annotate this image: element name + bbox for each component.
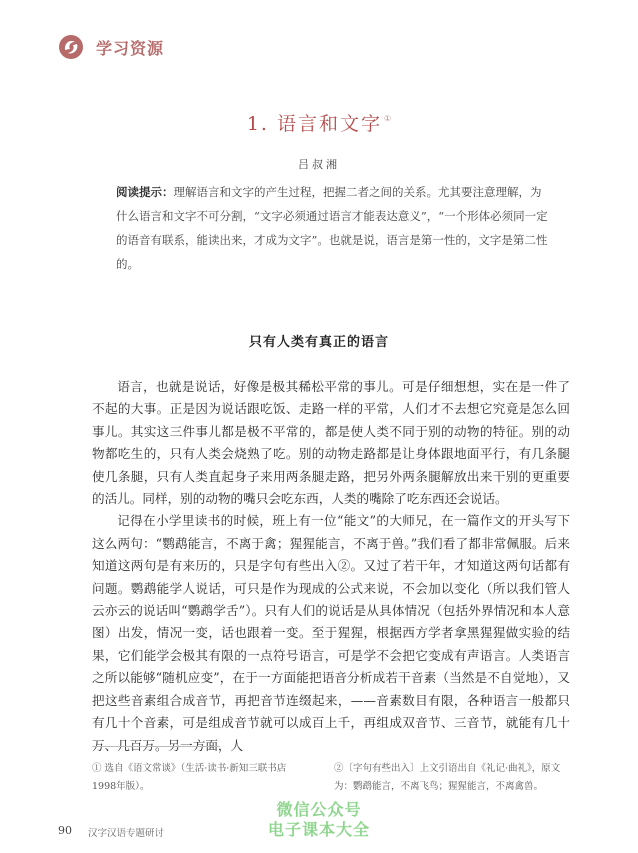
title-footnote-marker: ① xyxy=(384,114,392,123)
footnote-1: ① 选自《语文常谈》（生活·读书·新知三联书店1998年版）。 xyxy=(92,763,287,792)
article-body xyxy=(92,376,570,757)
watermark-line-2: 电子课本大全 xyxy=(268,820,371,839)
page-header xyxy=(58,34,164,60)
section-heading: 只有人类有真正的语言 xyxy=(248,335,389,350)
watermark xyxy=(268,800,370,840)
article-author: 吕叔湘 xyxy=(298,158,340,171)
paragraph: 语言，也就是说话，好像是极其稀松平常的事儿。可是仔细想想，实在是一件了不起的大事。正是因为说话跟吃饭、走路一样的平常，人们才不去想它究竟是怎么回事儿。其实这三件事儿都是极不平常的，都是使人类不同于别的动物的特征。别的动物都吃生的，只有人类会烧熟了吃。别的动物走路都是让身体跟地面平行，有几条腿使几条腿，只有人类直起身子来用两条腿走路，把另外两条腿解放出来干别的更重要的活儿。同样，别的动物的嘴只会吃东西，人类的嘴除了吃东西还会说话。 xyxy=(92,379,570,507)
section-logo-icon xyxy=(58,34,84,60)
page-number: 90 xyxy=(58,824,72,837)
footnote-divider xyxy=(92,746,220,747)
reading-hint-label: 阅读提示： xyxy=(116,185,174,199)
article-title xyxy=(0,109,638,136)
book-title: 汉字汉语专题研讨 xyxy=(88,828,165,839)
reading-hint xyxy=(116,180,550,276)
section-label: 学习资源 xyxy=(96,38,165,58)
reading-hint-text: 理解语言和文字的产生过程，把握二者之间的关系。尤其要注意理解，为什么语言和文字不可分割，“文字必须通过语言才能表达意义”，“一个形体必须同一定的语音有联系，能读出来，才成为文字”。也就是说，语言是第一性的，文字是第二性的。 xyxy=(116,185,548,271)
footnote-2: ②〔字句有些出入〕上文引语出自《礼记·曲礼》，原文为：鹦鹉能言，不离飞鸟；猩猩能言，不离禽兽。 xyxy=(334,763,561,792)
article-title-text: 1. 语言和文字 xyxy=(246,113,382,135)
watermark-line-1: 微信公众号 xyxy=(276,800,362,819)
paragraph: 记得在小学里读书的时候，班上有一位“能文”的大师兄，在一篇作文的开头写下这么两句：“鹦鹉能言，不离于禽；猩猩能言，不离于兽。”我们看了都非常佩服。后来知道这两句是有来历的，只是字句有些出入②。又过了若干年，才知道这两句话都有问题。鹦鹉能学人说话，可只是作为现成的公式来说，不会加以变化（所以我们管人云亦云的说话叫“鹦鹉学舌”）。只有人们的说话是从具体情况（包括外界情况和本人意图）出发，情况一变，话也跟着一变。至于猩猩，根据西方学者拿黑猩猩做实验的结果，它们能学会极其有限的一点符号语言，可是学不会把它变成有声语言。人类语言之所以能够“随机应变”，在于一方面能把语音分析成若干音素（当然是不自觉地），又把这些音素组合成音节，再把音节连缀起来，——音素数目有限，各种语言一般都只有几十个音素，可是组成音节就可以成百上千，再组成双音节、三音节，就能有几十万、几百万。另一方面，人 xyxy=(92,513,570,753)
